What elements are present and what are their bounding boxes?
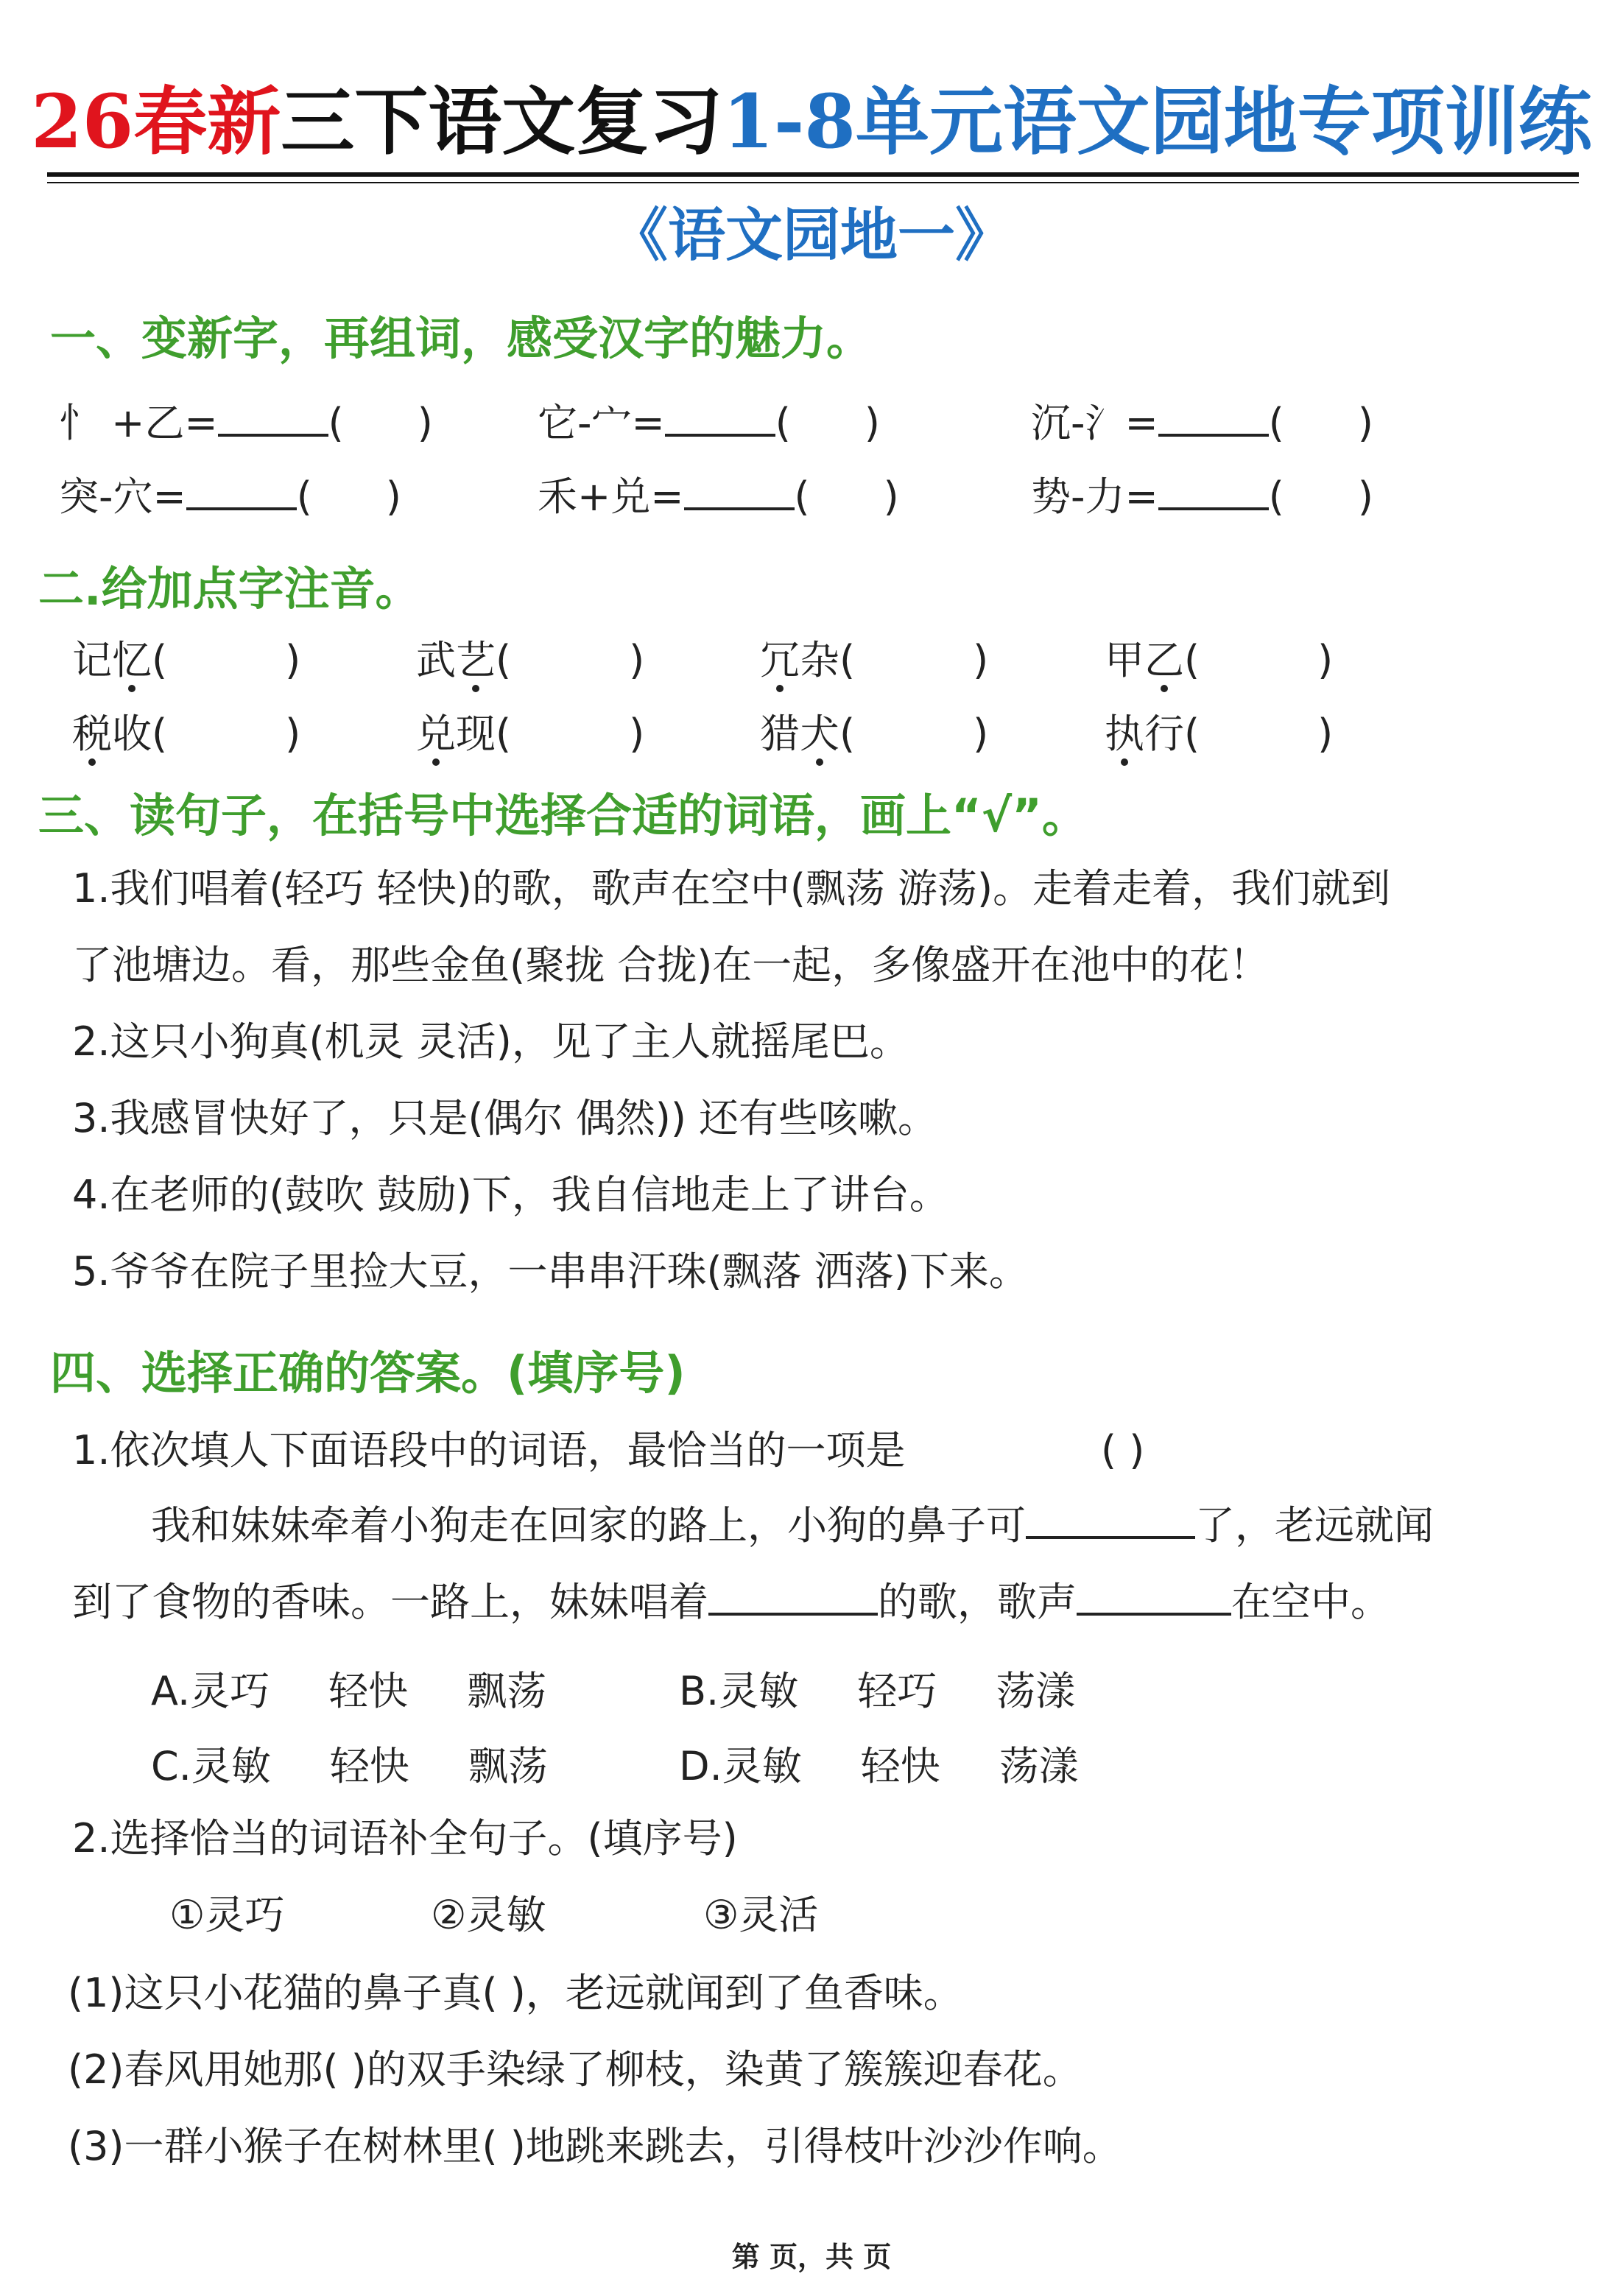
s4-q2-stem: 2.选择恰当的词语补全句子。(填序号) <box>72 1815 738 1862</box>
s2-word-3: 冗杂( ) <box>760 635 988 686</box>
s4-q1-para-line2: 到了食物的香味。一路上，妹妹唱着 的歌，歌声 在空中。 <box>72 1579 1390 1625</box>
answer-blank[interactable] <box>186 507 297 510</box>
s1-item-6: 势-力= ( ) <box>1031 473 1373 520</box>
answer-blank[interactable] <box>684 507 795 510</box>
section4-heading: 四、选择正确的答案。(填序号) <box>50 1346 686 1400</box>
s3-line-6: 5.爷爷在院子里捡大豆，一串串汗珠(飘落 洒落)下来。 <box>72 1248 1029 1295</box>
s3-line-1: 1.我们唱着(轻巧 轻快)的歌，歌声在空中(飘荡 游荡)。走着走着，我们就到 <box>72 865 1391 912</box>
s1-item-2: 它-宀= ( ) <box>538 400 880 446</box>
s2-word-1: 记忆( ) <box>72 635 300 686</box>
s3-line-5: 4.在老师的(鼓吹 鼓励)下，我自信地走上了讲台。 <box>72 1172 949 1218</box>
fill-blank[interactable] <box>1077 1613 1231 1616</box>
dotted-char: 兑 <box>416 708 456 760</box>
s4-q2-sentence-1: (1)这只小花猫的鼻子真( )，老远就闻到了鱼香味。 <box>68 1970 963 2016</box>
title-red: 26春新 <box>31 78 281 165</box>
option-b[interactable]: B.灵敏 轻巧 荡漾 <box>679 1668 1076 1714</box>
title-divider-thick <box>47 172 1579 177</box>
section3-heading: 三、读句子，在括号中选择合适的词语，画上“√”。 <box>38 789 1088 842</box>
s2-word-5: 税收( ) <box>72 708 300 760</box>
title-divider-thin <box>47 182 1579 183</box>
fill-blank[interactable] <box>708 1613 878 1616</box>
choice-3: ③灵活 <box>703 1892 819 1938</box>
s3-line-4: 3.我感冒快好了，只是(偶尔 偶然)) 还有些咳嗽。 <box>72 1095 938 1141</box>
dotted-char: 犬 <box>800 708 839 760</box>
answer-blank[interactable] <box>665 434 775 437</box>
s1-item-5: 禾+兑= ( ) <box>538 473 899 520</box>
dotted-char: 冗 <box>760 635 800 686</box>
choice-1: ①灵巧 <box>169 1892 285 1938</box>
dotted-char: 税 <box>72 708 112 760</box>
s3-line-3: 2.这只小狗真(机灵 灵活)，见了主人就摇尾巴。 <box>72 1018 909 1065</box>
dotted-char: 乙 <box>1144 635 1184 686</box>
s2-word-8: 执行( ) <box>1105 708 1333 760</box>
s2-word-6: 兑现( ) <box>416 708 644 760</box>
s1-formula: 沉-氵= <box>1031 400 1158 446</box>
dotted-char: 艺 <box>456 635 496 686</box>
s3-line-2: 了池塘边。看，那些金鱼(聚拢 合拢)在一起，多像盛开在池中的花！ <box>72 942 1270 988</box>
answer-blank[interactable] <box>1158 434 1269 437</box>
title-blue: 1-8单元语文园地专项训练 <box>722 78 1592 165</box>
fill-blank[interactable] <box>1026 1536 1195 1539</box>
s4-q1-stem: 1.依次填人下面语段中的词语，最恰当的一项是 <box>72 1427 906 1473</box>
title-black: 三下语文复习 <box>281 78 723 165</box>
s4-q1-answer-paren[interactable]: ( ) <box>1101 1427 1145 1473</box>
page-title <box>0 74 1623 169</box>
s2-word-4: 甲乙( ) <box>1105 635 1333 686</box>
dotted-char: 忆 <box>112 635 152 686</box>
s2-word-7: 猎犬( ) <box>760 708 988 760</box>
s4-q1-para-line1: 我和妹妹牵着小狗走在回家的路上，小狗的鼻子可 了，老远就闻 <box>151 1502 1434 1549</box>
answer-blank[interactable] <box>1158 507 1269 510</box>
dotted-char: 执 <box>1105 708 1144 760</box>
option-d[interactable]: D.灵敏 轻快 荡漾 <box>679 1743 1079 1789</box>
option-c[interactable]: C.灵敏 轻快 飘荡 <box>151 1743 548 1789</box>
choice-2: ②灵敏 <box>431 1892 546 1938</box>
s2-word-2: 武艺( ) <box>416 635 644 686</box>
page-subtitle: 《语文园地一》 <box>610 202 1013 269</box>
s1-formula: 禾+兑= <box>538 473 684 520</box>
answer-blank[interactable] <box>218 434 328 437</box>
s1-item-1: 忄 +乙= ( ) <box>59 400 433 446</box>
s1-formula: 突-穴= <box>59 473 186 520</box>
page-footer: 第 页，共 页 <box>731 2241 892 2273</box>
s1-item-3: 沉-氵= ( ) <box>1031 400 1373 446</box>
s1-formula: 它-宀= <box>538 400 665 446</box>
s4-q2-sentence-2: (2)春风用她那( )的双手染绿了柳枝，染黄了簇簇迎春花。 <box>68 2046 1082 2093</box>
s1-formula: 忄 +乙= <box>59 400 218 446</box>
option-a[interactable]: A.灵巧 轻快 飘荡 <box>151 1668 547 1714</box>
s4-q2-sentence-3: (3)一群小猴子在树林里( )地跳来跳去，引得枝叶沙沙作响。 <box>68 2123 1122 2169</box>
section2-heading: 二.给加点字注音。 <box>38 562 421 616</box>
s1-formula: 势-力= <box>1031 473 1158 520</box>
s1-item-4: 突-穴= ( ) <box>59 473 401 520</box>
section1-heading: 一、变新字，再组词，感受汉字的魅力。 <box>50 311 873 365</box>
